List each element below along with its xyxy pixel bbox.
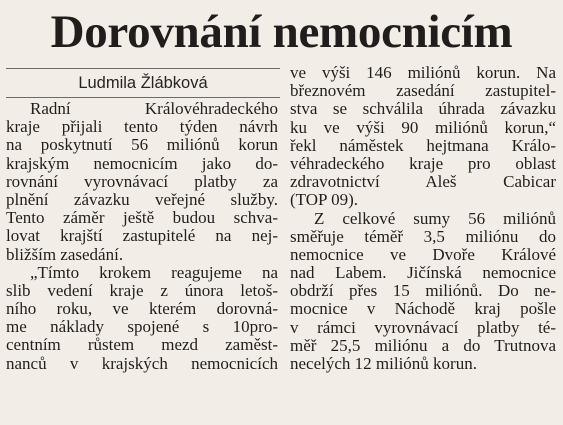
text-line: (TOP 09). — [290, 190, 358, 210]
text-line: ního roku, ve kterém dorovná- — [6, 299, 278, 319]
text-line: necelých 12 miliónů korun. — [290, 354, 477, 373]
text-line: obdrží přes 15 miliónů. Do ne- — [290, 281, 556, 301]
text-line: centním růstem mezd zaměst- — [6, 335, 278, 355]
byline-bottom-rule — [6, 97, 280, 98]
text-line: stva se schválila úhrada závazku — [290, 99, 556, 119]
text-line: březnovém zasedání zastupitel- — [290, 81, 556, 101]
text-line: slib vedení kraje z února letoš- — [6, 280, 278, 300]
article-headline: Dorovnání nemocnicím — [50, 6, 513, 58]
text-line: krajským nemocnicím jako do- — [6, 153, 278, 173]
text-line: ve výši 146 miliónů korun. Na — [290, 63, 556, 82]
text-line: plnění závazku veřejné služby. — [6, 189, 278, 209]
text-line: lovat krajští zastupitelé na nej- — [6, 226, 278, 246]
text-line: zdravotnictví Aleš Cabicar — [290, 172, 556, 192]
text-line: véhradeckého kraje pro oblast — [290, 153, 556, 173]
article-column-left — [6, 100, 278, 373]
text-line: měř 25,5 miliónu a do Trutnova — [290, 335, 556, 355]
text-line: Z celkové sumy 56 miliónů — [314, 208, 556, 228]
byline-top-rule — [6, 68, 280, 69]
article-column-right — [290, 64, 556, 373]
text-line: na poskytnutí 56 miliónů korun — [6, 135, 278, 155]
text-line: řekl náměstek hejtmana Králo- — [290, 135, 556, 155]
text-line: „Tímto krokem reagujeme na — [30, 262, 278, 282]
text-line: nad Labem. Jičínská nemocnice — [290, 263, 556, 283]
text-line: kraje přijali tento týden návrh — [6, 117, 278, 137]
text-line: bližším zasedání. — [6, 244, 124, 264]
text-line: Radní Královéhradeckého — [30, 99, 278, 118]
text-line: ku ve výši 90 miliónů korun,“ — [290, 117, 556, 137]
article-byline: Ludmila Žlábková — [78, 74, 208, 92]
text-line: Tento záměr ještě budou schva- — [6, 208, 278, 228]
text-line: nanců v krajských nemocnicích — [6, 353, 278, 373]
text-line: mocnice v Náchodě kraj pošle — [290, 299, 556, 319]
text-line: směřuje téměř 3,5 miliónu do — [290, 226, 556, 246]
text-line: v rámci vyrovnávací platby té- — [290, 317, 556, 337]
text-line: nemocnice ve Dvoře Králové — [290, 244, 556, 264]
text-line: me náklady spojené s 10pro- — [6, 317, 278, 337]
text-line: rovnání vyrovnávací platby za — [6, 171, 278, 191]
